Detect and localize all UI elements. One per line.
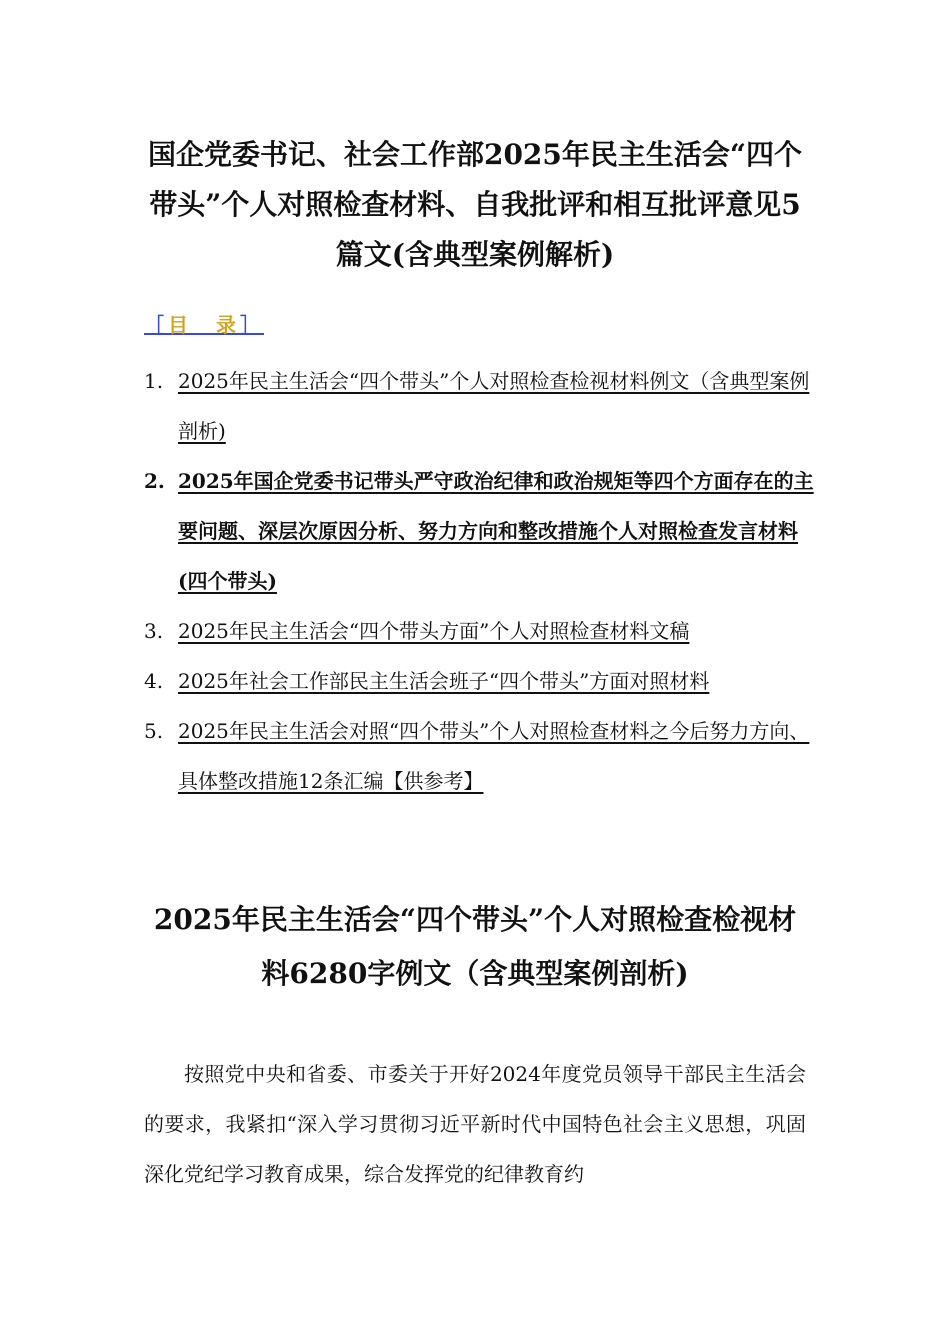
toc-item-number: 5. (144, 719, 164, 743)
section-title: 2025年民主生活会“四个带头”个人对照检查检视材料6280字例文（含典型案例剖析) (153, 903, 797, 990)
toc-header[interactable] (144, 311, 264, 339)
toc-item-link[interactable]: 2025年社会工作部民主生活会班子“四个带头”方面对照材料 (178, 669, 710, 693)
toc-item-link[interactable]: 2025年民主生活会“四个带头”个人对照检查检视材料例文（含典型案例剖析) (178, 369, 810, 443)
toc-item-number: 4. (144, 669, 164, 693)
toc-item-number: 2. (144, 469, 165, 493)
table-of-contents (140, 356, 820, 806)
toc-item-link[interactable]: 2025年国企党委书记带头严守政治纪律和政治规矩等四个方面存在的主要问题、深层次原因分析、努力方向和整改措施个人对照检查发言材料(四个带头) (178, 469, 814, 593)
toc-header-open-bracket: ［ (144, 313, 168, 337)
toc-item-4[interactable] (140, 656, 820, 706)
toc-item-number: 1. (144, 369, 164, 393)
toc-item-3[interactable] (140, 606, 820, 656)
document-title: 国企党委书记、社会工作部2025年民主生活会“四个带头”个人对照检查材料、自我批评和相互批评意见5篇文(含典型案例解析) (147, 138, 803, 271)
toc-item-link[interactable]: 2025年民主生活会“四个带头方面”个人对照检查材料文稿 (178, 619, 690, 643)
toc-item-number: 3. (144, 619, 164, 643)
body-paragraph: 按照党中央和省委、市委关于开好2024年度党员领导干部民主生活会的要求，我紧扣“深入学习贯彻习近平新时代中国特色社会主义思想，巩固深化党纪学习教育成果，综合发挥党的纪律教育约 (144, 1062, 806, 1186)
toc-item-link[interactable]: 2025年民主生活会对照“四个带头”个人对照检查材料之今后努力方向、具体整改措施12条汇编【供参考】 (178, 719, 810, 793)
toc-item-5[interactable] (140, 706, 820, 806)
toc-item-1[interactable] (140, 356, 820, 456)
toc-header-close-bracket: ］ (240, 313, 264, 337)
toc-header-label: 目 录 (168, 313, 240, 337)
toc-item-2[interactable] (140, 456, 820, 606)
